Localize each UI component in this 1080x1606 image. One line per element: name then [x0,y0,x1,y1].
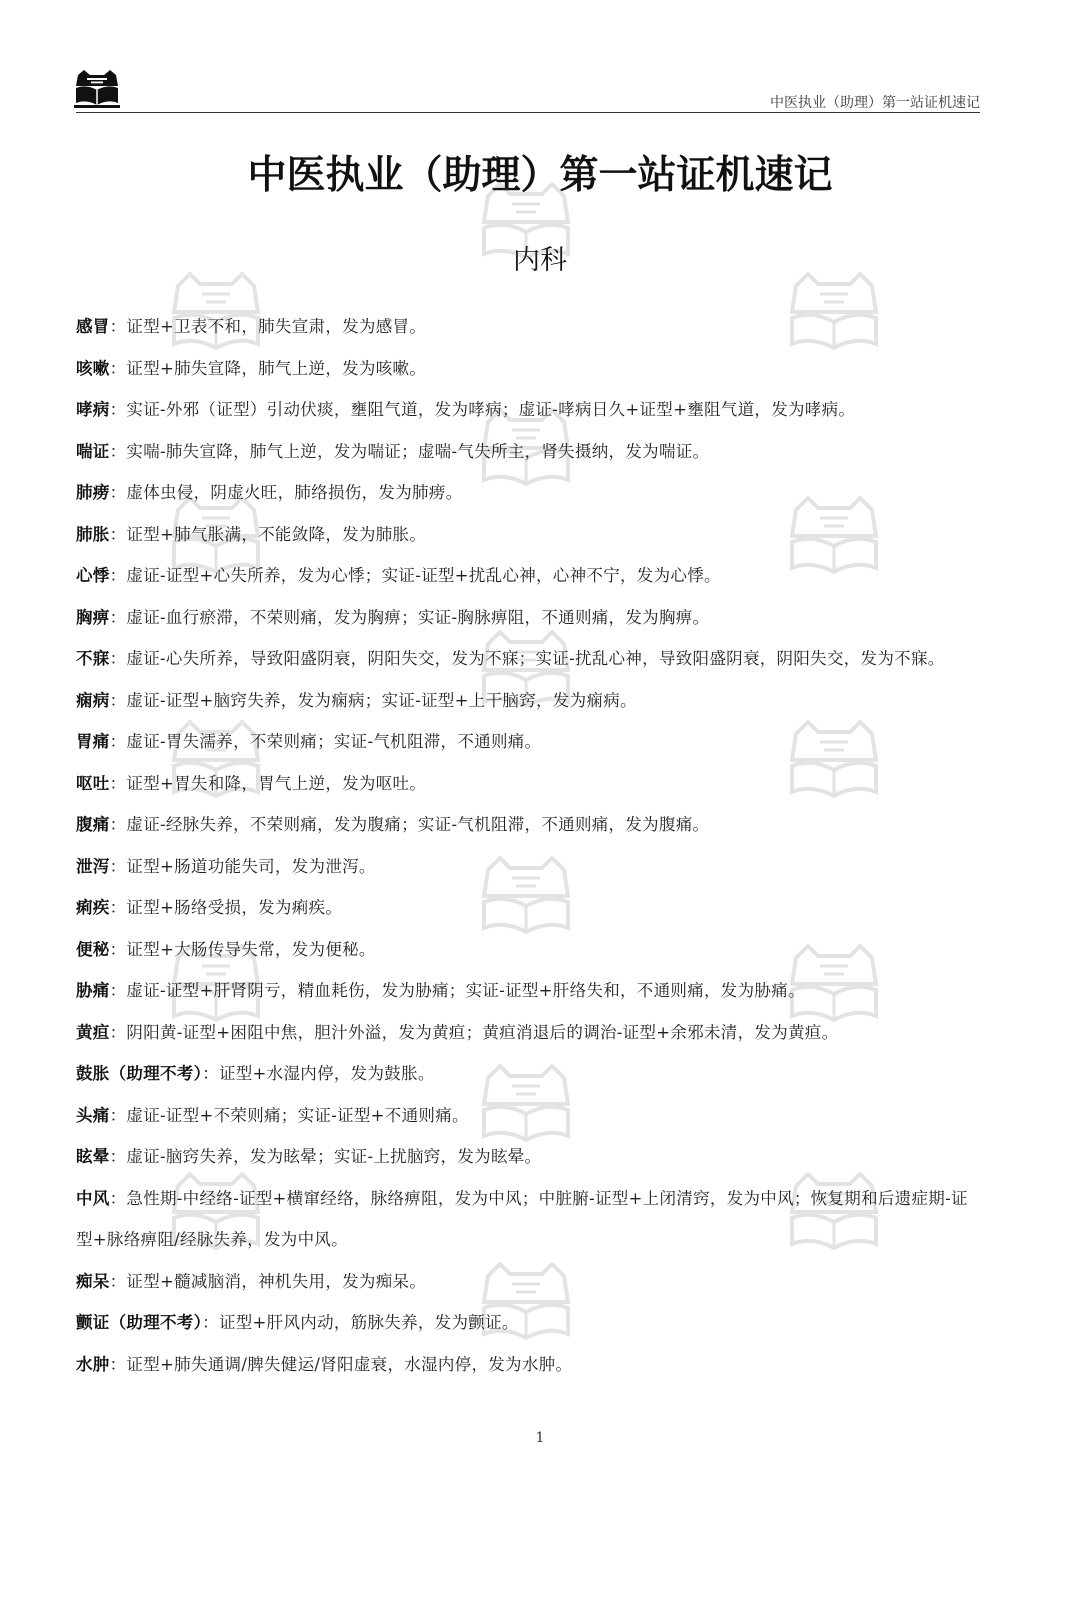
entry-text: ：虚证-证型+肝肾阴亏，精血耗伤，发为胁痛；实证-证型+肝络失和，不通则痛，发为胁痛。 [109,981,805,1000]
entry-text: ：急性期-中经络-证型+横窜经络，脉络痹阻，发为中风；中脏腑-证型+上闭清窍，发为中风；恢复期和后遗症期-证型+脉络痹阻/经脉失养，发为中风。 [76,1188,968,1249]
entry-term: 痴呆 [76,1271,110,1291]
entry-term: 痫病 [76,690,110,710]
logo-icon [74,70,120,108]
entry-text: ：虚证-证型+心失所养，发为心悸；实证-证型+扰乱心神，心神不宁，发为心悸。 [109,566,721,585]
list-item [76,1344,980,1386]
list-item [76,887,980,929]
list-item [76,1053,980,1095]
list-item [76,680,980,722]
entry-term: 感冒 [76,317,110,336]
entry-text: ：阴阳黄-证型+困阻中焦，胆汁外溢，发为黄疸；黄疸消退后的调治-证型+余邪未清，发为黄疸。 [109,1022,839,1042]
list-item [76,597,980,639]
entry-term: 喘证 [76,441,110,461]
entry-text: ：实证-外邪（证型）引动伏痰，壅阻气道，发为哮病；虚证-哮病日久+证型+壅阻气道，发为哮病。 [109,400,856,419]
entry-term: 痢疾 [76,898,110,917]
entry-text: ：证型+肠络受损，发为痢疾。 [109,898,343,917]
list-item [76,389,980,431]
list-item [76,1012,980,1054]
entry-text: ：虚证-证型+不荣则痛；实证-证型+不通则痛。 [109,1105,469,1125]
entry-text: ：证型+肝风内动，筋脉失养，发为颤证。 [202,1313,519,1332]
entry-text: ：虚证-证型+脑窍失养，发为痫病；实证-证型+上干脑窍，发为痫病。 [109,690,637,710]
entry-text: ：证型+肠道功能失司，发为泄泻。 [109,856,376,876]
entry-text: ：证型+大肠传导失常，发为便秘。 [109,939,376,959]
entry-term: 胃痛 [76,732,110,751]
entry-term: 肺痨 [76,483,110,502]
page-number: 1 [535,1430,545,1446]
header-divider [76,112,980,113]
list-item [76,306,980,348]
entry-text: ：证型+水湿内停，发为鼓胀。 [202,1064,435,1083]
entry-term: 黄疸 [76,1022,110,1042]
entry-term: 哮病 [76,400,110,419]
entry-term: 胸痹 [76,607,110,627]
entry-list [76,306,980,1385]
entry-text: ：虚证-经脉失养，不荣则痛，发为腹痛；实证-气机阻滞，不通则痛，发为腹痛。 [109,815,710,834]
page-title: 中医执业（助理）第一站证机速记 [247,153,833,198]
entry-term: 呕吐 [76,773,110,793]
entry-text: ：虚证-胃失濡养，不荣则痛；实证-气机阻滞，不通则痛。 [109,732,542,751]
entry-text: ：虚证-心失所养，导致阳盛阴衰，阴阳失交，发为不寐；实证-扰乱心神，导致阳盛阴衰，阴阳失交，发为不寐。 [109,649,945,668]
entry-text: ：证型+胃失和降，胃气上逆，发为呕吐。 [109,773,427,793]
entry-text: ：证型+肺失通调/脾失健运/肾阳虚衰，水湿内停，发为水肿。 [109,1354,573,1374]
list-item [76,1261,980,1303]
entry-term: 腹痛 [76,815,110,834]
section-heading: 内科 [513,245,567,276]
running-header-title: 中医执业（助理）第一站证机速记 [770,95,980,111]
list-item [76,431,980,473]
entry-term: 胁痛 [76,981,110,1000]
list-item [76,721,980,763]
entry-text: ：虚证-血行瘀滞，不荣则痛，发为胸痹；实证-胸脉痹阻，不通则痛，发为胸痹。 [109,607,710,627]
list-item [76,763,980,805]
entry-term: 眩晕 [76,1147,110,1166]
list-item [76,1136,980,1178]
list-item [76,929,980,971]
list-item [76,804,980,846]
entry-text: ：证型+髓减脑消，神机失用，发为痴呆。 [109,1271,427,1291]
list-item [76,514,980,556]
entry-term: 咳嗽 [76,358,110,378]
entry-text: ：证型+卫表不和，肺失宣肃，发为感冒。 [109,317,427,336]
entry-term: 肺胀 [76,524,110,544]
entry-term: 水肿 [76,1354,110,1374]
entry-text: ：证型+肺失宣降，肺气上逆，发为咳嗽。 [109,358,427,378]
list-item [76,846,980,888]
entry-term: 不寐 [76,649,110,668]
entry-term: 颤证（助理不考） [76,1313,203,1332]
entry-term: 泄泻 [76,856,110,876]
list-item [76,1178,980,1261]
list-item [76,555,980,597]
entry-term: 便秘 [76,939,110,959]
list-item [76,638,980,680]
entry-term: 头痛 [76,1105,110,1125]
entry-term: 鼓胀（助理不考） [76,1064,203,1083]
entry-text: ：实喘-肺失宣降，肺气上逆，发为喘证；虚喘-气失所主，肾失摄纳，发为喘证。 [109,441,710,461]
entry-term: 心悸 [76,566,110,585]
entry-text: ：证型+肺气胀满，不能敛降，发为肺胀。 [109,524,427,544]
list-item [76,970,980,1012]
list-item [76,1095,980,1137]
list-item [76,1302,980,1344]
entry-text: ：虚体虫侵，阴虚火旺，肺络损伤，发为肺痨。 [109,483,463,502]
entry-text: ：虚证-脑窍失养，发为眩晕；实证-上扰脑窍，发为眩晕。 [109,1147,542,1166]
entry-term: 中风 [76,1188,110,1208]
list-item [76,348,980,390]
list-item [76,472,980,514]
